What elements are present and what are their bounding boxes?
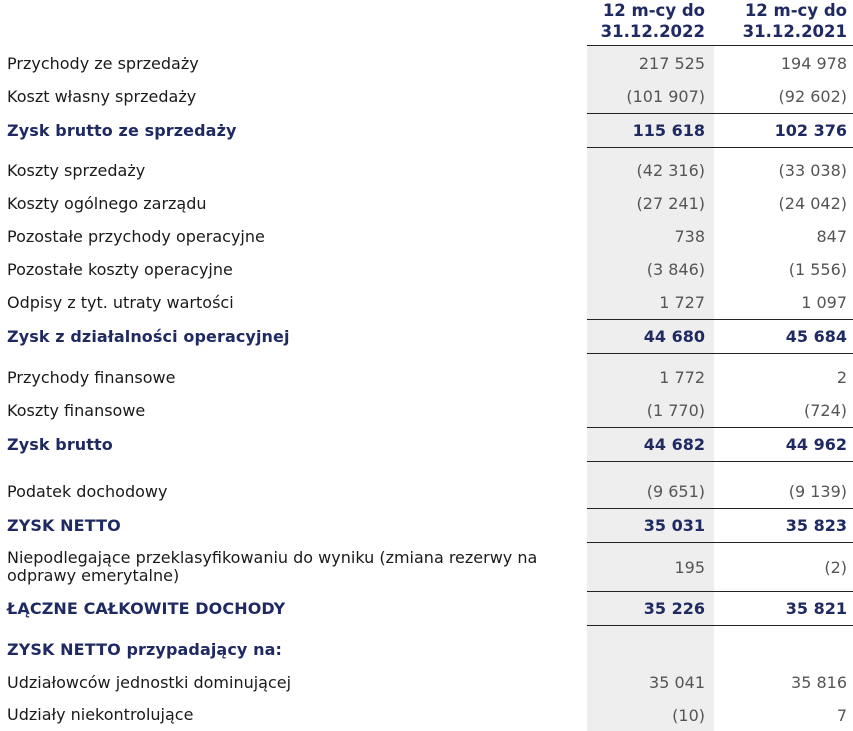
value-2021: (9 139): [788, 482, 847, 501]
value-2021: (724): [803, 401, 847, 420]
value-2022: 35 226: [643, 599, 705, 618]
value-2022: 115 618: [632, 121, 705, 140]
value-2021: [714, 633, 847, 666]
header-rule-2021: [714, 45, 853, 46]
row-label: Przychody finansowe: [7, 367, 176, 387]
section-label: ZYSK NETTO przypadający na:: [7, 639, 283, 659]
row-label: Podatek dochodowy: [7, 481, 168, 501]
column-header-2021-period: 12 m-cy do: [744, 1, 847, 20]
value-2022: 35 031: [643, 516, 705, 535]
value-2021: 2: [836, 368, 847, 387]
value-2021: 847: [816, 227, 847, 246]
value-2022: 195: [674, 557, 705, 577]
subtotal-bottom-rule-2022: [587, 625, 714, 626]
value-2022: 35 041: [649, 673, 705, 692]
column-header-2022-period: 12 m-cy do: [602, 1, 705, 20]
row-label: Koszty finansowe: [7, 400, 146, 420]
row-koszty-ogolnego-zarzadu: [0, 187, 853, 220]
row-udzialy-niekontrolujace: [0, 699, 853, 731]
row-zysk-netto-przypadajacy-na: [0, 633, 853, 666]
value-2022: (101 907): [626, 87, 705, 106]
column-header-2022-date: 31.12.2022: [600, 21, 705, 41]
row-label: Koszt własny sprzedaży: [7, 86, 197, 106]
row-label: Zysk brutto ze sprzedaży: [7, 120, 237, 140]
subtotal-bottom-rule-2022: [587, 353, 714, 354]
value-2021: (2): [824, 557, 847, 577]
row-koszty-finansowe: [0, 394, 853, 427]
row-label: Przychody ze sprzedaży: [7, 53, 199, 73]
row-label: ZYSK NETTO: [7, 515, 121, 535]
row-niepodlegajace-przeklasyfikowaniu: [0, 543, 853, 591]
row-koszty-sprzedazy: [0, 154, 853, 187]
value-2021: 35 821: [785, 599, 847, 618]
row-label: Udziałowców jednostki dominującej: [7, 672, 292, 692]
value-2021: 44 962: [785, 435, 847, 454]
value-2022: (27 241): [636, 194, 705, 213]
row-pozostale-koszty-operacyjne: [0, 253, 853, 286]
value-2022: (1 770): [646, 401, 705, 420]
column-header-2021: [714, 0, 847, 45]
subtotal-bottom-rule-2022: [587, 461, 714, 462]
value-2022: 738: [674, 227, 705, 246]
row-zysk-z-dzialalnosci-operacyjnej: [0, 320, 853, 353]
row-label: ŁĄCZNE CAŁKOWITE DOCHODY: [7, 598, 286, 618]
row-label: Niepodlegające przeklasyfikowaniu do wyniku (zmiana rezerwy na odprawy emerytalne): [7, 548, 538, 585]
row-label: Udziały niekontrolujące: [7, 705, 194, 724]
row-laczne-calkowite-dochody: [0, 592, 853, 625]
value-2021: 7: [836, 705, 847, 725]
subtotal-bottom-rule-2022: [587, 147, 714, 148]
value-2022: (10): [672, 705, 705, 725]
value-2022: (42 316): [636, 161, 705, 180]
header-rule-2022: [587, 45, 714, 46]
subtotal-bottom-rule-2021: [714, 625, 853, 626]
row-label: Zysk z działalności operacyjnej: [7, 326, 290, 346]
subtotal-bottom-rule-2021: [714, 461, 853, 462]
value-2021: 45 684: [785, 327, 847, 346]
row-podatek-dochodowy: [0, 475, 853, 508]
column-header-2022: [587, 0, 705, 45]
value-2021: (24 042): [778, 194, 847, 213]
row-udzialowcow-jednostki-dominujacej: [0, 666, 853, 699]
value-2021: 35 816: [791, 673, 847, 692]
row-koszt-wlasny-sprzedazy: [0, 80, 853, 113]
row-pozostale-przychody-operacyjne: [0, 220, 853, 253]
subtotal-bottom-rule-2021: [714, 353, 853, 354]
row-zysk-brutto-ze-sprzedazy: [0, 114, 853, 147]
value-2022: [587, 633, 705, 666]
row-label: Koszty ogólnego zarządu: [7, 193, 207, 213]
value-2021: 1 097: [801, 293, 847, 312]
value-2022: 217 525: [638, 54, 705, 73]
value-2021: 102 376: [774, 121, 847, 140]
row-odpisy-z-tyt-utraty-wartosci: [0, 286, 853, 319]
value-2022: 1 727: [659, 293, 705, 312]
value-2022: 1 772: [659, 368, 705, 387]
subtotal-bottom-rule-2021: [714, 147, 853, 148]
value-2022: 44 682: [643, 435, 705, 454]
row-label: Zysk brutto: [7, 434, 113, 454]
value-2022: (3 846): [646, 260, 705, 279]
row-label: Koszty sprzedaży: [7, 160, 146, 180]
value-2021: (92 602): [778, 87, 847, 106]
value-2021: 194 978: [780, 54, 847, 73]
row-label: Pozostałe koszty operacyjne: [7, 259, 233, 279]
row-przychody-ze-sprzedazy: [0, 47, 853, 80]
row-zysk-brutto: [0, 428, 853, 461]
row-zysk-netto: [0, 509, 853, 542]
value-2021: (33 038): [778, 161, 847, 180]
row-label: Pozostałe przychody operacyjne: [7, 226, 265, 246]
value-2022: (9 651): [646, 482, 705, 501]
row-przychody-finansowe: [0, 361, 853, 394]
value-2021: 35 823: [785, 516, 847, 535]
value-2021: (1 556): [788, 260, 847, 279]
column-header-2021-date: 31.12.2021: [742, 21, 847, 41]
row-label: Odpisy z tyt. utraty wartości: [7, 292, 234, 312]
value-2022: 44 680: [643, 327, 705, 346]
